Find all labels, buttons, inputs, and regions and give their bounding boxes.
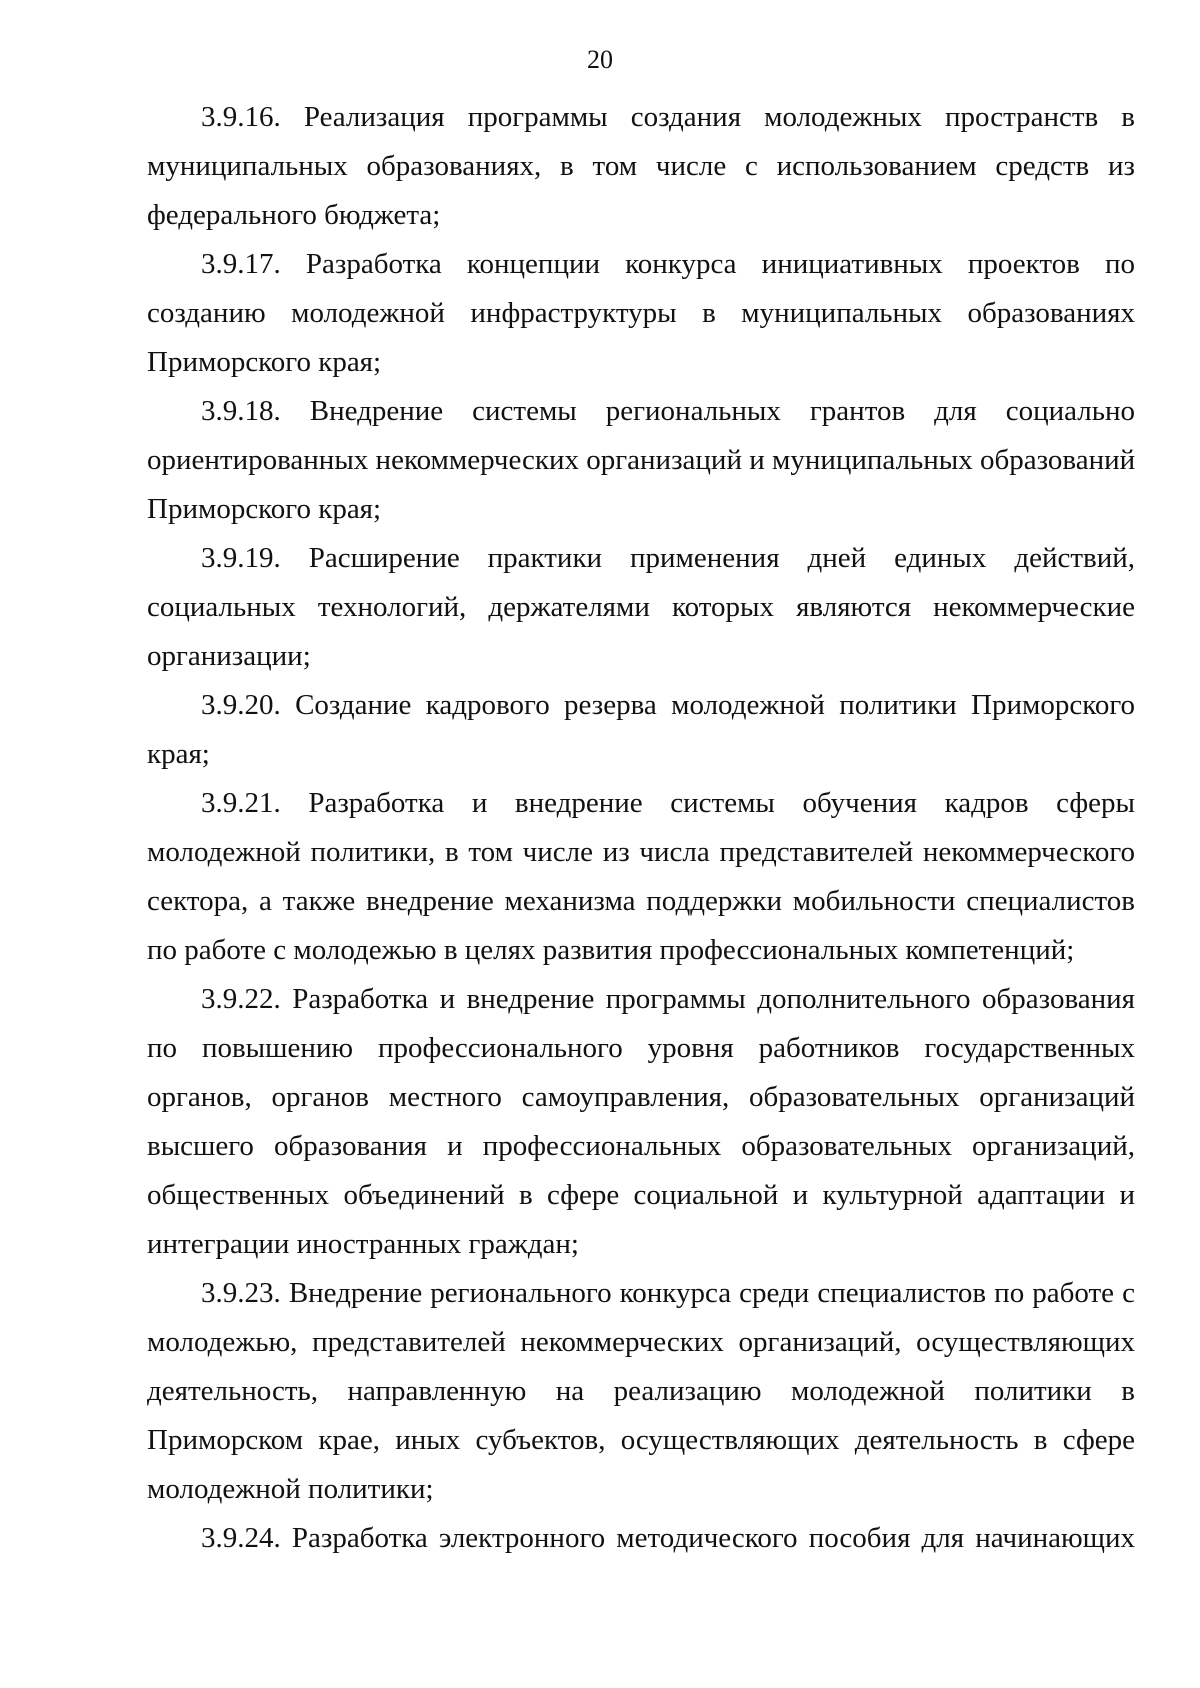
paragraph-line: федерального бюджета;	[147, 199, 441, 231]
paragraph-line: общественных объединений в сфере социальной и культурной адаптации и	[147, 1179, 1135, 1211]
paragraph	[147, 387, 1135, 534]
paragraph-line: 3.9.22. Разработка и внедрение программы дополнительного образования	[201, 983, 1135, 1015]
paragraph	[147, 240, 1135, 387]
paragraph	[147, 779, 1135, 975]
paragraph	[147, 1269, 1135, 1514]
paragraph-line: 3.9.19. Расширение практики применения дней единых действий,	[201, 542, 1135, 574]
paragraph-line: 3.9.18. Внедрение системы региональных грантов для социально	[201, 395, 1135, 427]
paragraph-line: по повышению профессионального уровня работников государственных	[147, 1032, 1135, 1064]
paragraph-line: края;	[147, 738, 210, 770]
paragraph	[147, 681, 1135, 779]
page-number: 20	[587, 45, 613, 74]
paragraph-line: органов, органов местного самоуправления, образовательных организаций	[147, 1081, 1135, 1113]
paragraph	[147, 93, 1135, 240]
paragraph	[147, 534, 1135, 681]
paragraph-line: сектора, а также внедрение механизма поддержки мобильности специалистов	[147, 885, 1135, 917]
paragraph-line: 3.9.16. Реализация программы создания молодежных пространств в	[201, 101, 1135, 133]
paragraph-line: молодежью, представителей некоммерческих организаций, осуществляющих	[147, 1326, 1135, 1358]
paragraph-line: муниципальных образованиях, в том числе с использованием средств из	[147, 150, 1135, 182]
paragraph	[147, 975, 1135, 1269]
paragraph	[147, 1514, 1135, 1563]
paragraph-line: Приморского края;	[147, 493, 382, 525]
paragraph-line: высшего образования и профессиональных образовательных организаций,	[147, 1130, 1135, 1162]
paragraph-line: социальных технологий, держателями которых являются некоммерческие	[147, 591, 1135, 623]
paragraph-line: 3.9.21. Разработка и внедрение системы обучения кадров сферы	[201, 787, 1135, 819]
paragraph-line: 3.9.17. Разработка концепции конкурса инициативных проектов по	[201, 248, 1135, 280]
paragraph-line: организации;	[147, 640, 311, 672]
paragraph-line: молодежной политики, в том числе из числа представителей некоммерческого	[147, 836, 1135, 868]
paragraph-line: Приморском крае, иных субъектов, осуществляющих деятельность в сфере	[147, 1424, 1135, 1456]
paragraph-line: 3.9.23. Внедрение регионального конкурса среди специалистов по работе с	[201, 1277, 1135, 1309]
paragraph-line: 3.9.20. Создание кадрового резерва молодежной политики Приморского	[201, 689, 1135, 721]
paragraph-line: Приморского края;	[147, 346, 382, 378]
paragraph-line: по работе с молодежью в целях развития профессиональных компетенций;	[147, 934, 1075, 966]
paragraph-line: 3.9.24. Разработка электронного методического пособия для начинающих	[201, 1522, 1135, 1554]
paragraph-line: ориентированных некоммерческих организаций и муниципальных образований	[147, 444, 1136, 476]
paragraph-line: созданию молодежной инфраструктуры в муниципальных образованиях	[147, 297, 1135, 329]
paragraph-line: молодежной политики;	[147, 1473, 434, 1505]
paragraph-line: деятельность, направленную на реализацию молодежной политики в	[147, 1375, 1135, 1407]
paragraph-line: интеграции иностранных граждан;	[147, 1228, 579, 1260]
document-body	[147, 93, 1135, 1563]
